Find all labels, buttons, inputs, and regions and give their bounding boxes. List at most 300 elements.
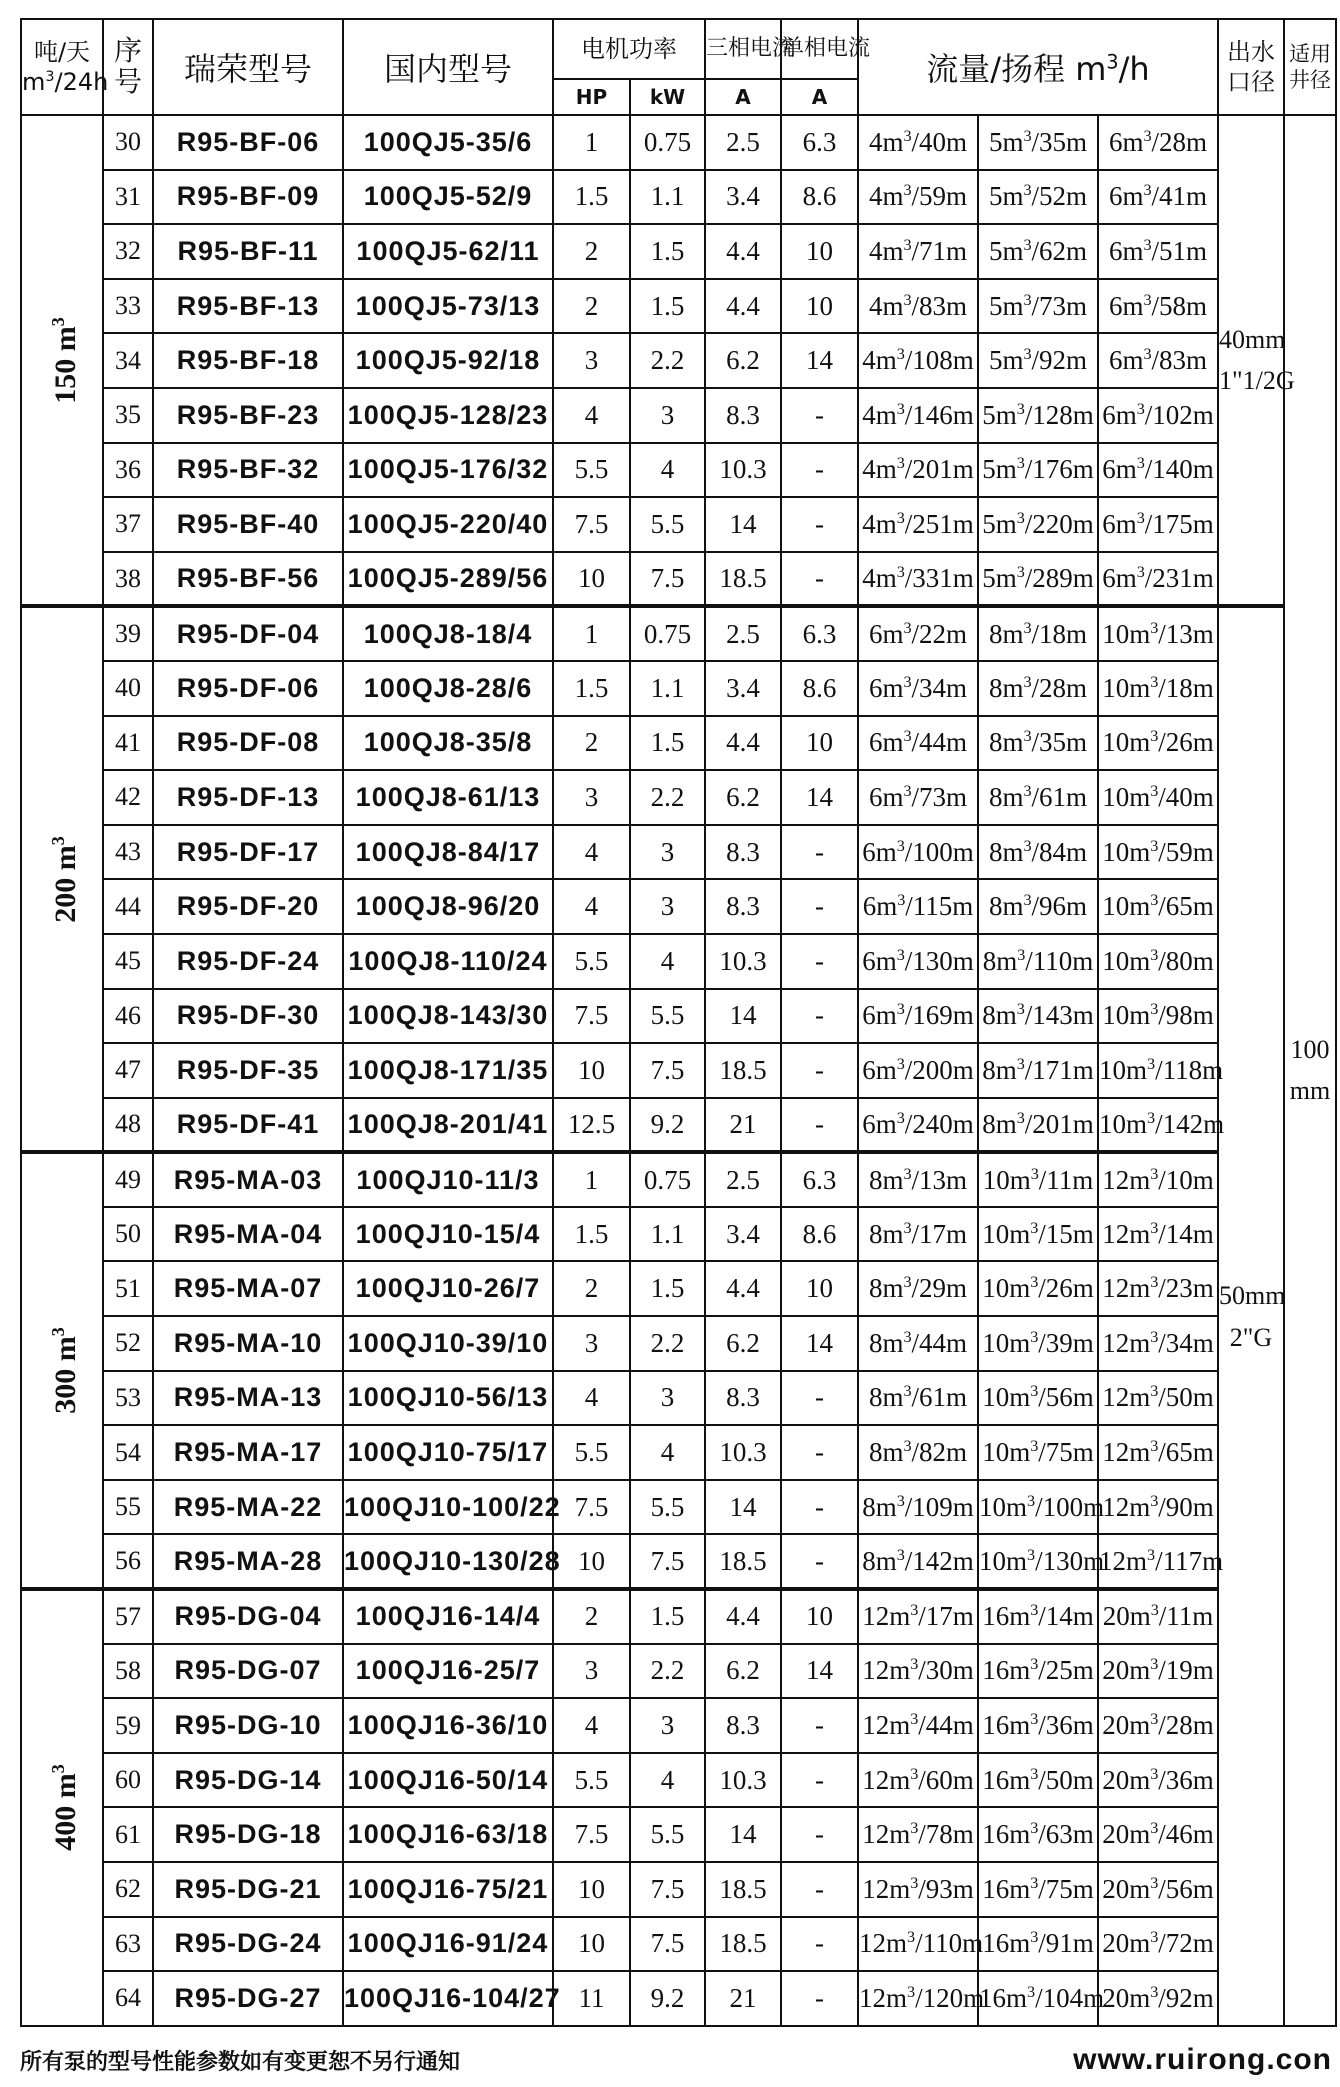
single-phase-current-cell: -: [781, 1698, 858, 1753]
ruirong-model-cell: R95-DF-41: [153, 1098, 343, 1153]
kw-cell: 1.1: [630, 1207, 705, 1262]
flow-head-cell: [858, 333, 978, 388]
table-row: [21, 1425, 1336, 1480]
head-value: /115m: [905, 891, 974, 922]
flow-unit: m: [882, 1164, 904, 1195]
hp-cell: 1.5: [553, 1207, 630, 1262]
kw-cell: 3: [630, 879, 705, 934]
flow-head-cell: [1098, 825, 1218, 880]
hp-cell: 3: [553, 1316, 630, 1371]
serial-cell: 37: [103, 497, 153, 552]
well-size-value: 100: [1290, 1034, 1330, 1064]
domestic-model-cell: 100QJ8-84/17: [343, 825, 553, 880]
domestic-model-cell: 100QJ5-220/40: [343, 497, 553, 552]
flow-unit-sup: 3: [903, 727, 912, 746]
flow-rate-value: 6: [1102, 399, 1116, 430]
serial-cell: 44: [103, 879, 153, 934]
flow-unit: m: [1129, 1601, 1151, 1632]
flow-rate-value: 10: [979, 1491, 1006, 1522]
flow-head-cell: [978, 1152, 1098, 1207]
head-value: /35m: [1031, 727, 1088, 758]
head-value: /46m: [1158, 1819, 1214, 1850]
ruirong-model-cell: R95-MA-13: [153, 1371, 343, 1426]
serial-cell: 46: [103, 989, 153, 1044]
flow-unit: m: [1009, 1218, 1031, 1249]
flow-head-cell: [1098, 1644, 1218, 1699]
flow-unit: m: [1006, 1982, 1028, 2013]
flow-unit: m: [1129, 1491, 1151, 1522]
flow-head-cell: [978, 443, 1098, 498]
flow-unit-sup: 3: [1150, 1873, 1159, 1892]
flow-rate-value: 20: [1102, 1819, 1130, 1850]
head-value: /240m: [904, 1108, 974, 1139]
flow-unit: m: [1009, 1710, 1031, 1741]
ruirong-model-cell: R95-MA-04: [153, 1207, 343, 1262]
flow-unit: m: [995, 454, 1017, 485]
kw-cell: 7.5: [630, 1043, 705, 1098]
three-phase-current-cell: 18.5: [705, 1534, 781, 1589]
flow-unit: m: [1009, 1437, 1031, 1468]
ruirong-model-cell: R95-DF-24: [153, 934, 343, 989]
domestic-model-cell: 100QJ8-61/13: [343, 770, 553, 825]
flow-unit: m: [1126, 1108, 1148, 1139]
head-value: /117m: [1155, 1545, 1224, 1576]
flow-unit: m: [1129, 618, 1151, 649]
three-phase-current-cell: 18.5: [705, 1917, 781, 1972]
flow-unit-sup: 3: [1150, 1437, 1159, 1456]
three-phase-current-cell: 10.3: [705, 934, 781, 989]
table-row: [21, 1753, 1336, 1808]
flow-unit: m: [1002, 345, 1024, 376]
flow-rate-value: 4: [862, 345, 876, 376]
flow-head-cell: [858, 1862, 978, 1917]
flow-unit-sup: 3: [1150, 891, 1159, 910]
flow-rate-value: 16: [982, 1764, 1010, 1795]
serial-cell: 61: [103, 1807, 153, 1862]
serial-cell: 47: [103, 1043, 153, 1098]
table-row: [21, 716, 1336, 771]
flow-head-cell: [1098, 388, 1218, 443]
flow-unit-sup: 3: [910, 1764, 919, 1783]
header-capacity-label: 吨/天: [33, 38, 91, 66]
hp-cell: 2: [553, 279, 630, 334]
single-phase-current-cell: 6.3: [781, 606, 858, 661]
flow-unit-sup: 3: [1143, 235, 1152, 254]
flow-unit-sup: 3: [903, 618, 912, 637]
serial-cell: 53: [103, 1371, 153, 1426]
single-phase-current-cell: -: [781, 1043, 858, 1098]
three-phase-current-cell: 8.3: [705, 879, 781, 934]
flow-unit-sup: 3: [1150, 1655, 1159, 1674]
hp-cell: 2: [553, 1261, 630, 1316]
head-value: /35m: [1031, 126, 1088, 157]
head-value: /71m: [911, 235, 968, 266]
flow-unit: m: [1002, 672, 1024, 703]
flow-rate-value: 16: [982, 1655, 1010, 1686]
group-capacity-base: 200 m: [48, 845, 82, 923]
kw-cell: 1.5: [630, 1589, 705, 1644]
kw-cell: 0.75: [630, 115, 705, 170]
flow-rate-value: 8: [862, 1545, 876, 1576]
domestic-model-cell: 100QJ8-201/41: [343, 1098, 553, 1153]
flow-rate-value: 10: [1102, 891, 1130, 922]
flow-rate-value: 20: [1102, 1710, 1130, 1741]
head-value: /96m: [1031, 891, 1088, 922]
kw-cell: 5.5: [630, 1807, 705, 1862]
kw-cell: 5.5: [630, 497, 705, 552]
group-capacity-label: [21, 1589, 103, 2026]
single-phase-current-cell: 14: [781, 1316, 858, 1371]
flow-head-cell: [978, 1261, 1098, 1316]
head-value: /52m: [1031, 181, 1088, 212]
head-value: /80m: [1158, 945, 1214, 976]
table-row: [21, 989, 1336, 1044]
table-row: [21, 1698, 1336, 1753]
ruirong-model-cell: R95-DF-04: [153, 606, 343, 661]
head-value: /130m: [904, 945, 974, 976]
flow-rate-value: 6: [862, 891, 877, 922]
flow-head-cell: [858, 1261, 978, 1316]
domestic-model-cell: 100QJ5-62/11: [343, 224, 553, 279]
flow-unit: m: [1126, 1545, 1148, 1576]
flow-head-cell: [1098, 879, 1218, 934]
flow-rate-value: 6: [868, 618, 883, 649]
single-phase-current-cell: 6.3: [781, 1152, 858, 1207]
flow-unit: m: [1006, 1545, 1028, 1576]
header-flow-head-unit-tail: /h: [1118, 50, 1150, 88]
flow-unit-sup: 3: [1023, 618, 1032, 637]
flow-head-cell: [1098, 1043, 1224, 1098]
three-phase-current-cell: 8.3: [705, 1698, 781, 1753]
flow-unit: m: [889, 1873, 911, 1904]
flow-rate-value: 10: [982, 1164, 1010, 1195]
flow-unit-sup: 3: [1150, 1601, 1159, 1620]
flow-head-cell: [978, 279, 1098, 334]
flow-unit: m: [1129, 1655, 1151, 1686]
table-row: [21, 1807, 1336, 1862]
flow-head-cell: [1098, 1698, 1218, 1753]
ruirong-model-cell: R95-DG-24: [153, 1917, 343, 1972]
head-value: /175m: [1144, 508, 1214, 539]
serial-cell: 41: [103, 716, 153, 771]
flow-unit-sup: 3: [1030, 1218, 1039, 1237]
table-row: [21, 552, 1336, 607]
hp-cell: 5.5: [553, 1753, 630, 1808]
head-value: /201m: [1024, 1108, 1094, 1139]
flow-head-cell: [978, 170, 1098, 225]
flow-head-cell: [1098, 661, 1218, 716]
hp-cell: 3: [553, 333, 630, 388]
outlet-thread: 1"1/2G: [1219, 366, 1295, 396]
head-value: /17m: [911, 1218, 968, 1249]
head-value: /44m: [911, 1327, 968, 1358]
three-phase-current-cell: 10.3: [705, 1425, 781, 1480]
flow-unit: m: [875, 1054, 897, 1085]
header-outlet: [1218, 19, 1284, 115]
flow-head-cell: [1098, 1316, 1218, 1371]
flow-unit: m: [1129, 1437, 1151, 1468]
flow-unit: m: [1129, 1928, 1151, 1959]
hp-cell: 2: [553, 1589, 630, 1644]
outlet-diameter-cell: [1218, 115, 1295, 606]
domestic-model-cell: 100QJ16-91/24: [343, 1917, 553, 1972]
head-value: /140m: [1144, 454, 1214, 485]
three-phase-current-cell: 8.3: [705, 388, 781, 443]
ruirong-model-cell: R95-BF-06: [153, 115, 343, 170]
flow-rate-value: 5: [982, 508, 996, 539]
flow-head-cell: [858, 1425, 978, 1480]
flow-rate-value: 6: [862, 1054, 876, 1085]
serial-cell: 57: [103, 1589, 153, 1644]
flow-unit-sup: 3: [1023, 836, 1032, 855]
flow-head-cell: [978, 606, 1098, 661]
ruirong-model-cell: R95-DG-21: [153, 1862, 343, 1917]
head-value: /59m: [911, 181, 968, 212]
kw-cell: 1.1: [630, 170, 705, 225]
head-value: /110m: [1025, 945, 1094, 976]
flow-unit-sup: 3: [1150, 1382, 1159, 1401]
single-phase-current-cell: 10: [781, 279, 858, 334]
head-value: /28m: [1151, 126, 1208, 157]
outlet-size: 50mm: [1219, 1280, 1286, 1310]
flow-unit: m: [1002, 891, 1024, 922]
flow-unit-sup: 3: [1027, 1545, 1036, 1564]
flow-unit: m: [1129, 945, 1151, 976]
serial-cell: 63: [103, 1917, 153, 1972]
flow-unit-sup: 3: [1150, 672, 1159, 691]
serial-cell: 48: [103, 1098, 153, 1153]
three-phase-current-cell: 18.5: [705, 1862, 781, 1917]
flow-head-cell: [1098, 1753, 1218, 1808]
flow-unit: m: [1122, 290, 1144, 321]
flow-unit-sup: 3: [903, 672, 912, 691]
hp-cell: 10: [553, 552, 630, 607]
flow-unit-sup: 3: [910, 1819, 919, 1838]
flow-rate-value: 6: [862, 1000, 876, 1031]
table-row: [21, 388, 1336, 443]
head-value: /83m: [911, 290, 968, 321]
flow-rate-value: 8: [868, 1273, 883, 1304]
flow-head-cell: [1098, 552, 1218, 607]
group-capacity-text: [48, 836, 83, 923]
flow-rate-value: 6: [1102, 508, 1116, 539]
ruirong-model-cell: R95-BF-09: [153, 170, 343, 225]
head-value: /18m: [1031, 618, 1088, 649]
flow-rate-value: 20: [1102, 1928, 1130, 1959]
flow-unit: m: [995, 399, 1017, 430]
head-value: /29m: [911, 1273, 968, 1304]
flow-unit: m: [882, 1382, 904, 1413]
flow-unit-sup: 3: [1030, 1327, 1039, 1346]
flow-unit-sup: 3: [1150, 1164, 1159, 1183]
three-phase-current-cell: 14: [705, 497, 781, 552]
serial-cell: 35: [103, 388, 153, 443]
head-value: /200m: [904, 1054, 974, 1085]
head-value: /15m: [1038, 1218, 1094, 1249]
kw-cell: 5.5: [630, 1480, 705, 1535]
header-flow-head-unit-sup: 3: [1106, 50, 1119, 74]
head-value: /58m: [1151, 290, 1208, 321]
head-value: /92m: [1158, 1982, 1214, 2013]
kw-cell: 1.5: [630, 224, 705, 279]
flow-rate-value: 12: [1102, 1164, 1130, 1195]
flow-rate-value: 16: [982, 1819, 1010, 1850]
flow-head-cell: [858, 661, 978, 716]
table-row: [21, 170, 1336, 225]
flow-unit: m: [995, 1054, 1017, 1085]
flow-unit-sup: 3: [1150, 1819, 1159, 1838]
three-phase-current-cell: 18.5: [705, 1043, 781, 1098]
flow-head-cell: [858, 1753, 978, 1808]
single-phase-current-cell: -: [781, 1480, 858, 1535]
hp-cell: 4: [553, 1371, 630, 1426]
kw-cell: 7.5: [630, 1534, 705, 1589]
domestic-model-cell: 100QJ10-130/28: [343, 1534, 553, 1589]
header-well-line1: 适用: [1289, 41, 1331, 66]
hp-cell: 3: [553, 770, 630, 825]
single-phase-current-cell: -: [781, 552, 858, 607]
three-phase-current-cell: 4.4: [705, 1589, 781, 1644]
flow-head-cell: [1098, 770, 1218, 825]
flow-rate-value: 8: [988, 891, 1003, 922]
flow-unit: m: [1115, 508, 1137, 539]
flow-rate-value: 12: [862, 1710, 890, 1741]
hp-cell: 12.5: [553, 1098, 630, 1153]
flow-unit-sup: 3: [1143, 126, 1152, 145]
flow-unit: m: [889, 1764, 911, 1795]
ruirong-model-cell: R95-DF-06: [153, 661, 343, 716]
head-value: /90m: [1158, 1491, 1214, 1522]
three-phase-current-cell: 14: [705, 1480, 781, 1535]
flow-rate-value: 10: [979, 1545, 1006, 1576]
flow-head-cell: [1098, 1862, 1218, 1917]
flow-head-cell: [978, 1862, 1098, 1917]
flow-head-cell: [978, 1425, 1098, 1480]
flow-rate-value: 12: [1102, 1327, 1130, 1358]
flow-rate-value: 12: [862, 1764, 890, 1795]
hp-cell: 7.5: [553, 989, 630, 1044]
flow-rate-value: 8: [868, 1327, 883, 1358]
three-phase-current-cell: 4.4: [705, 279, 781, 334]
head-value: /30m: [918, 1655, 974, 1686]
domestic-model-cell: 100QJ16-14/4: [343, 1589, 553, 1644]
flow-unit: m: [1002, 618, 1024, 649]
flow-unit-sup: 3: [1150, 1928, 1159, 1947]
head-value: /92m: [1031, 345, 1088, 376]
flow-unit-sup: 3: [1016, 399, 1025, 418]
flow-unit-sup: 3: [1030, 1873, 1039, 1892]
hp-cell: 1: [553, 1152, 630, 1207]
flow-unit-sup: 3: [1150, 1764, 1159, 1783]
serial-cell: 58: [103, 1644, 153, 1699]
flow-unit: m: [1129, 1382, 1151, 1413]
three-phase-current-cell: 2.5: [705, 606, 781, 661]
three-phase-current-cell: 8.3: [705, 825, 781, 880]
head-value: /91m: [1038, 1928, 1094, 1959]
header-well-line2: 井径: [1289, 68, 1331, 92]
head-value: /51m: [1151, 235, 1208, 266]
flow-head-cell: [1098, 1917, 1218, 1972]
ruirong-model-cell: R95-MA-28: [153, 1534, 343, 1589]
flow-unit-sup: 3: [907, 1928, 916, 1947]
head-value: /108m: [904, 345, 974, 376]
serial-cell: 43: [103, 825, 153, 880]
flow-unit-sup: 3: [1016, 563, 1025, 582]
flow-unit: m: [882, 727, 904, 758]
flow-head-cell: [978, 989, 1098, 1044]
flow-unit-sup: 3: [1030, 1710, 1039, 1729]
flow-rate-value: 20: [1102, 1655, 1130, 1686]
flow-rate-value: 5: [988, 181, 1003, 212]
hp-cell: 4: [553, 388, 630, 443]
flow-unit: m: [882, 235, 904, 266]
header-outlet-line2: 口径: [1227, 68, 1275, 96]
flow-head-cell: [978, 879, 1098, 934]
flow-unit: m: [1129, 672, 1151, 703]
flow-unit-sup: 3: [903, 1218, 912, 1237]
flow-unit: m: [875, 508, 897, 539]
flow-unit-sup: 3: [1150, 1000, 1159, 1019]
flow-head-cell: [978, 1971, 1105, 2026]
flow-rate-value: 12: [862, 1655, 890, 1686]
flow-rate-value: 4: [868, 126, 883, 157]
head-value: /39m: [1038, 1327, 1094, 1358]
flow-rate-value: 10: [1102, 618, 1130, 649]
serial-cell: 39: [103, 606, 153, 661]
flow-head-cell: [1098, 1425, 1218, 1480]
flow-unit: m: [882, 1218, 904, 1249]
head-value: /44m: [918, 1710, 974, 1741]
flow-head-cell: [1098, 1589, 1218, 1644]
kw-cell: 4: [630, 1753, 705, 1808]
domestic-model-cell: 100QJ16-36/10: [343, 1698, 553, 1753]
group-capacity-label: [21, 1152, 103, 1589]
kw-cell: 7.5: [630, 552, 705, 607]
flow-head-cell: [858, 770, 978, 825]
flow-rate-value: 4: [862, 563, 876, 594]
head-value: /65m: [1158, 1437, 1214, 1468]
header-ruirong-model: 瑞荣型号: [153, 19, 343, 115]
three-phase-current-cell: 2.5: [705, 1152, 781, 1207]
flow-unit-sup: 3: [903, 1273, 912, 1292]
flow-unit: m: [886, 1928, 908, 1959]
head-value: /26m: [1038, 1273, 1094, 1304]
flow-rate-value: 8: [982, 1108, 996, 1139]
flow-rate-value: 20: [1102, 1601, 1130, 1632]
head-value: /36m: [1038, 1710, 1094, 1741]
header-outlet-line1: 出水: [1227, 38, 1275, 66]
flow-unit-sup: 3: [896, 1545, 905, 1564]
head-value: /10m: [1158, 1164, 1214, 1195]
head-value: /93m: [918, 1873, 974, 1904]
flow-unit-sup: 3: [896, 563, 905, 582]
header-flow-head-text: 流量/扬程: [926, 50, 1066, 88]
flow-unit: m: [1002, 727, 1024, 758]
flow-unit: m: [875, 563, 897, 594]
flow-rate-value: 5: [988, 126, 1003, 157]
ruirong-model-cell: R95-DF-35: [153, 1043, 343, 1098]
group-capacity-sup: 3: [47, 316, 68, 326]
flow-rate-value: 10: [1102, 945, 1130, 976]
flow-unit-sup: 3: [1143, 345, 1152, 364]
head-value: /56m: [1158, 1873, 1214, 1904]
head-value: /19m: [1158, 1655, 1214, 1686]
group-capacity-base: 300 m: [48, 1336, 82, 1414]
kw-cell: 3: [630, 388, 705, 443]
group-capacity-text: [48, 1765, 83, 1852]
flow-rate-value: 4: [862, 454, 876, 485]
header-capacity-unit-tail: /24h: [54, 68, 109, 96]
